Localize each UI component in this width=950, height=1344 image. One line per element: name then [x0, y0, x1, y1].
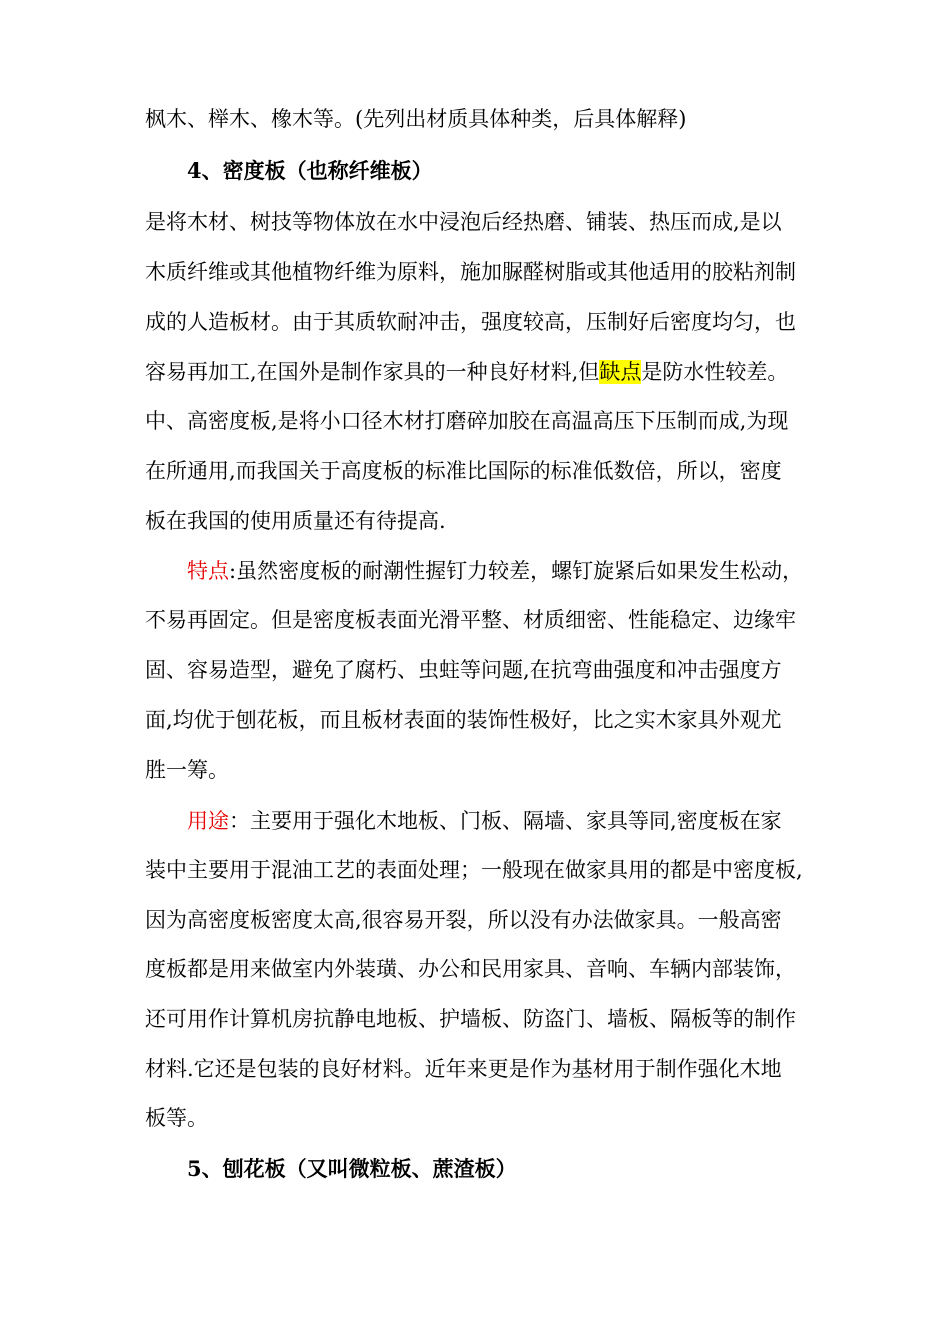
highlighted-word: 缺点	[599, 360, 642, 384]
label-tedian: 特点	[187, 559, 229, 583]
text-line: 还可用作计算机房抗静电地板、护墙板、防盗门、墙板、隔板等的制作	[145, 1007, 796, 1031]
text-line: 在所通用,而我国关于高度板的标准比国际的标准低数倍，所以，密度	[145, 459, 782, 483]
text-segment: 是防水性较差。	[641, 360, 789, 384]
text-line: 木质纤维或其他植物纤维为原料，施加脲醛树脂或其他适用的胶粘剂制	[145, 260, 796, 284]
text-line: 面,均优于刨花板，而且板材表面的装饰性极好，比之实木家具外观尤	[145, 708, 782, 732]
text-line: 板在我国的使用质量还有待提高.	[145, 509, 446, 533]
text-line: 固、容易造型，避免了腐朽、虫蛀等问题,在抗弯曲强度和冲击强度方	[145, 658, 782, 682]
section-heading-5: 5、刨花板（又叫微粒板、蔗渣板）	[187, 1156, 517, 1181]
text-line: 枫木、榉木、橡木等。(先列出材质具体种类，后具体解释)	[145, 107, 687, 131]
text-line	[187, 556, 827, 586]
text-line	[145, 357, 825, 387]
text-segment: :虽然密度板的耐潮性握钉力较差，螺钉旋紧后如果发生松动，	[229, 559, 804, 583]
text-line: 材料.它还是包装的良好材料。近年来更是作为基材用于制作强化木地	[145, 1057, 782, 1081]
label-yongtu: 用途	[187, 809, 229, 833]
text-line: 不易再固定。但是密度板表面光滑平整、材质细密、性能稳定、边缘牢	[145, 608, 796, 632]
text-line: 度板都是用来做室内外装璜、办公和民用家具、音响、车辆内部装饰，	[145, 957, 796, 981]
text-line: 板等。	[145, 1106, 208, 1130]
text-line: 装中主要用于混油工艺的表面处理；一般现在做家具用的都是中密度板,	[145, 858, 803, 882]
text-line: 胜一筹。	[145, 758, 229, 782]
text-segment: 容易再加工,在国外是制作家具的一种良好材料,但	[145, 360, 600, 384]
text-line: 成的人造板材。由于其质软耐冲击，强度较高，压制好后密度均匀，也	[145, 310, 796, 334]
text-line: 是将木材、树技等物体放在水中浸泡后经热磨、铺装、热压而成,是以	[145, 210, 782, 234]
text-line	[187, 806, 827, 836]
section-heading-4: 4、密度板（也称纤维板）	[187, 158, 433, 183]
text-line: 因为高密度板密度太高,很容易开裂，所以没有办法做家具。一般高密	[145, 908, 782, 932]
text-line: 中、高密度板,是将小口径木材打磨碎加胶在高温高压下压制而成,为现	[145, 409, 789, 433]
text-segment: ：主要用于强化木地板、门板、隔墙、家具等同,密度板在家	[229, 809, 782, 833]
